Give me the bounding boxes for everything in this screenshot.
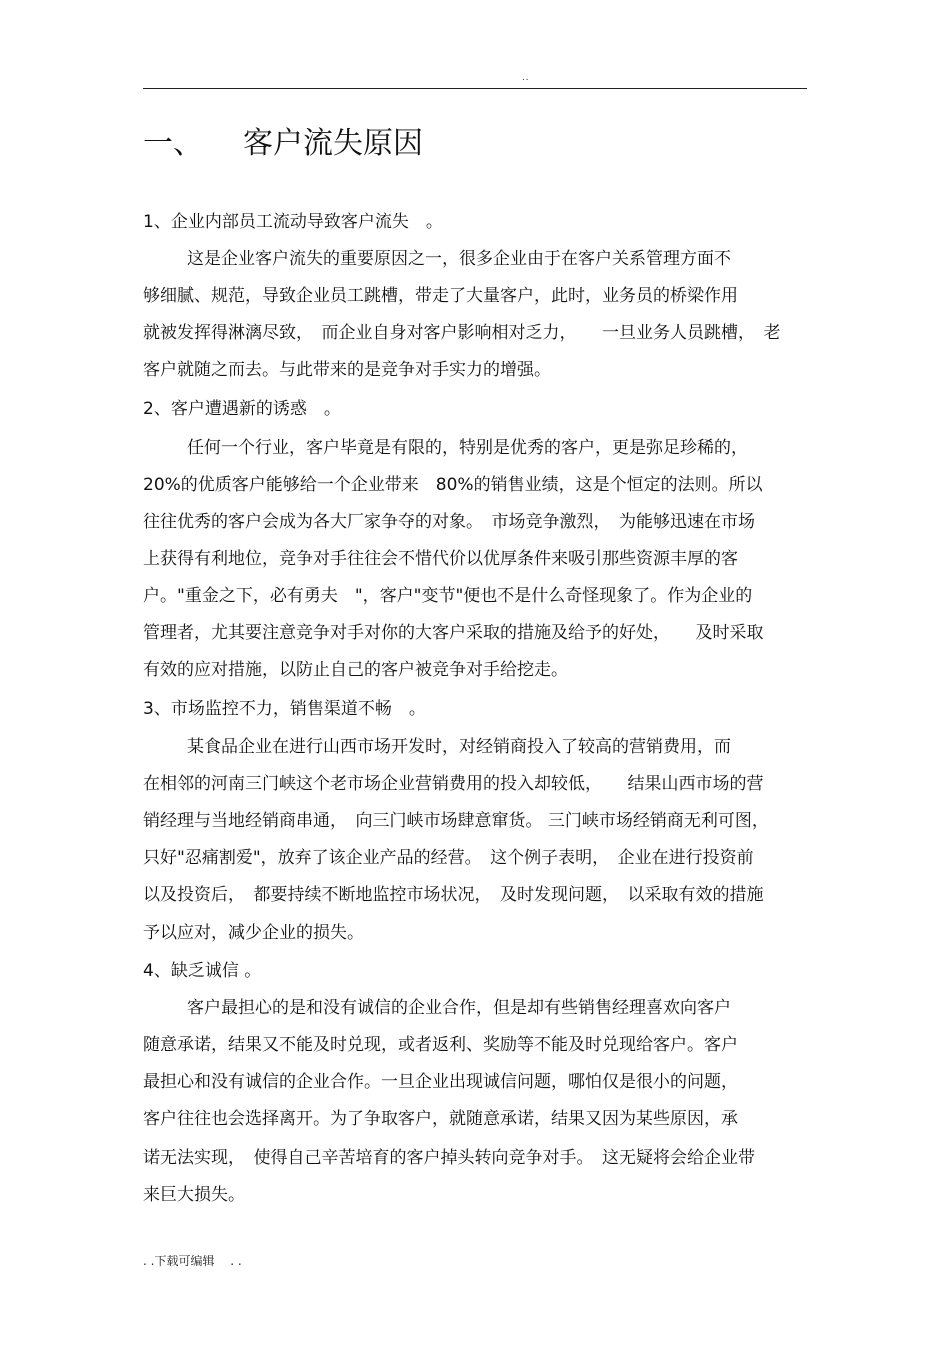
paragraph-line: 某食品企业在进行山西市场开发时，对经销商投入了较高的营销费用，而 (187, 737, 731, 757)
footer-text: . .下载可编辑 . . (143, 1254, 242, 1268)
paragraph-line: 20%的优质客户能够给一个企业带来 80%的销售业绩，这是个恒定的法则。所以 (143, 475, 763, 495)
paragraph-line: 予以应对，减少企业的损失。 (143, 923, 364, 943)
paragraph-line: 客户就随之而去。与此带来的是竞争对手实力的增强。 (143, 360, 551, 380)
paragraph-line: 只好"忍痛割爱"，放弃了该企业产品的经营。 这个例子表明， 企业在进行投资前 (143, 848, 754, 868)
paragraph-line: 任何一个行业，客户毕竟是有限的，特别是优秀的客户，更是弥足珍稀的， (187, 438, 748, 458)
paragraph-line: 诺无法实现， 使得自己辛苦培育的客户掉头转向竞争对手。 这无疑将会给企业带 (143, 1148, 755, 1168)
paragraph-line: 管理者，尤其要注意竞争对手对你的大客户采取的措施及给予的好处， 及时采取 (143, 623, 764, 643)
paragraph-line: 往往优秀的客户会成为各大厂家争夺的对象。 市场竞争激烈， 为能够迅速在市场 (143, 512, 755, 532)
subheading: 4、缺乏诚信 。 (143, 961, 262, 981)
subheading: 2、客户遭遇新的诱惑 。 (143, 399, 341, 419)
subheading: 3、市场监控不力，销售渠道不畅 。 (143, 699, 426, 719)
header-rule (143, 88, 807, 89)
paragraph-line: 有效的应对措施，以防止自己的客户被竞争对手给挖走。 (143, 660, 568, 680)
paragraph-line: 在相邻的河南三门峡这个老市场企业营销费用的投入却较低， 结果山西市场的营 (143, 774, 764, 794)
header-mark: .. (522, 72, 530, 83)
paragraph-line: 够细腻、规范，导致企业员工跳槽，带走了大量客户，此时，业务员的桥梁作用 (143, 286, 738, 306)
page-title (143, 124, 423, 164)
paragraph-line: 上获得有利地位，竞争对手往往会不惜代价以优厚条件来吸引那些资源丰厚的客 (143, 549, 738, 569)
paragraph-line: 来巨大损失。 (143, 1185, 245, 1205)
paragraph-line: 户。"重金之下，必有勇夫 "，客户"变节"便也不是什么奇怪现象了。作为企业的 (143, 586, 753, 606)
paragraph-line: 随意承诺，结果又不能及时兑现，或者返利、奖励等不能及时兑现给客户。客户 (143, 1035, 738, 1055)
subheading: 1、企业内部员工流动导致客户流失 。 (143, 212, 443, 232)
paragraph-line: 以及投资后， 都要持续不断地监控市场状况， 及时发现问题， 以采取有效的措施 (143, 885, 764, 905)
paragraph-line: 销经理与当地经销商串通， 向三门峡市场肆意窜货。 三门峡市场经销商无利可图， (143, 811, 769, 831)
section-number: 一、 (143, 126, 203, 161)
paragraph-line: 最担心和没有诚信的企业合作。一旦企业出现诚信问题，哪怕仅是很小的问题， (143, 1072, 738, 1092)
paragraph-line: 客户最担心的是和没有诚信的企业合作，但是却有些销售经理喜欢向客户 (187, 998, 731, 1018)
paragraph-line: 就被发挥得淋漓尽致， 而企业自身对客户影响相对乏力， 一旦业务人员跳槽， 老 (143, 323, 781, 343)
paragraph-line: 客户往往也会选择离开。为了争取客户，就随意承诺，结果又因为某些原因，承 (143, 1109, 738, 1129)
paragraph-line: 这是企业客户流失的重要原因之一，很多企业由于在客户关系管理方面不 (187, 249, 731, 269)
section-title: 客户流失原因 (243, 126, 423, 161)
